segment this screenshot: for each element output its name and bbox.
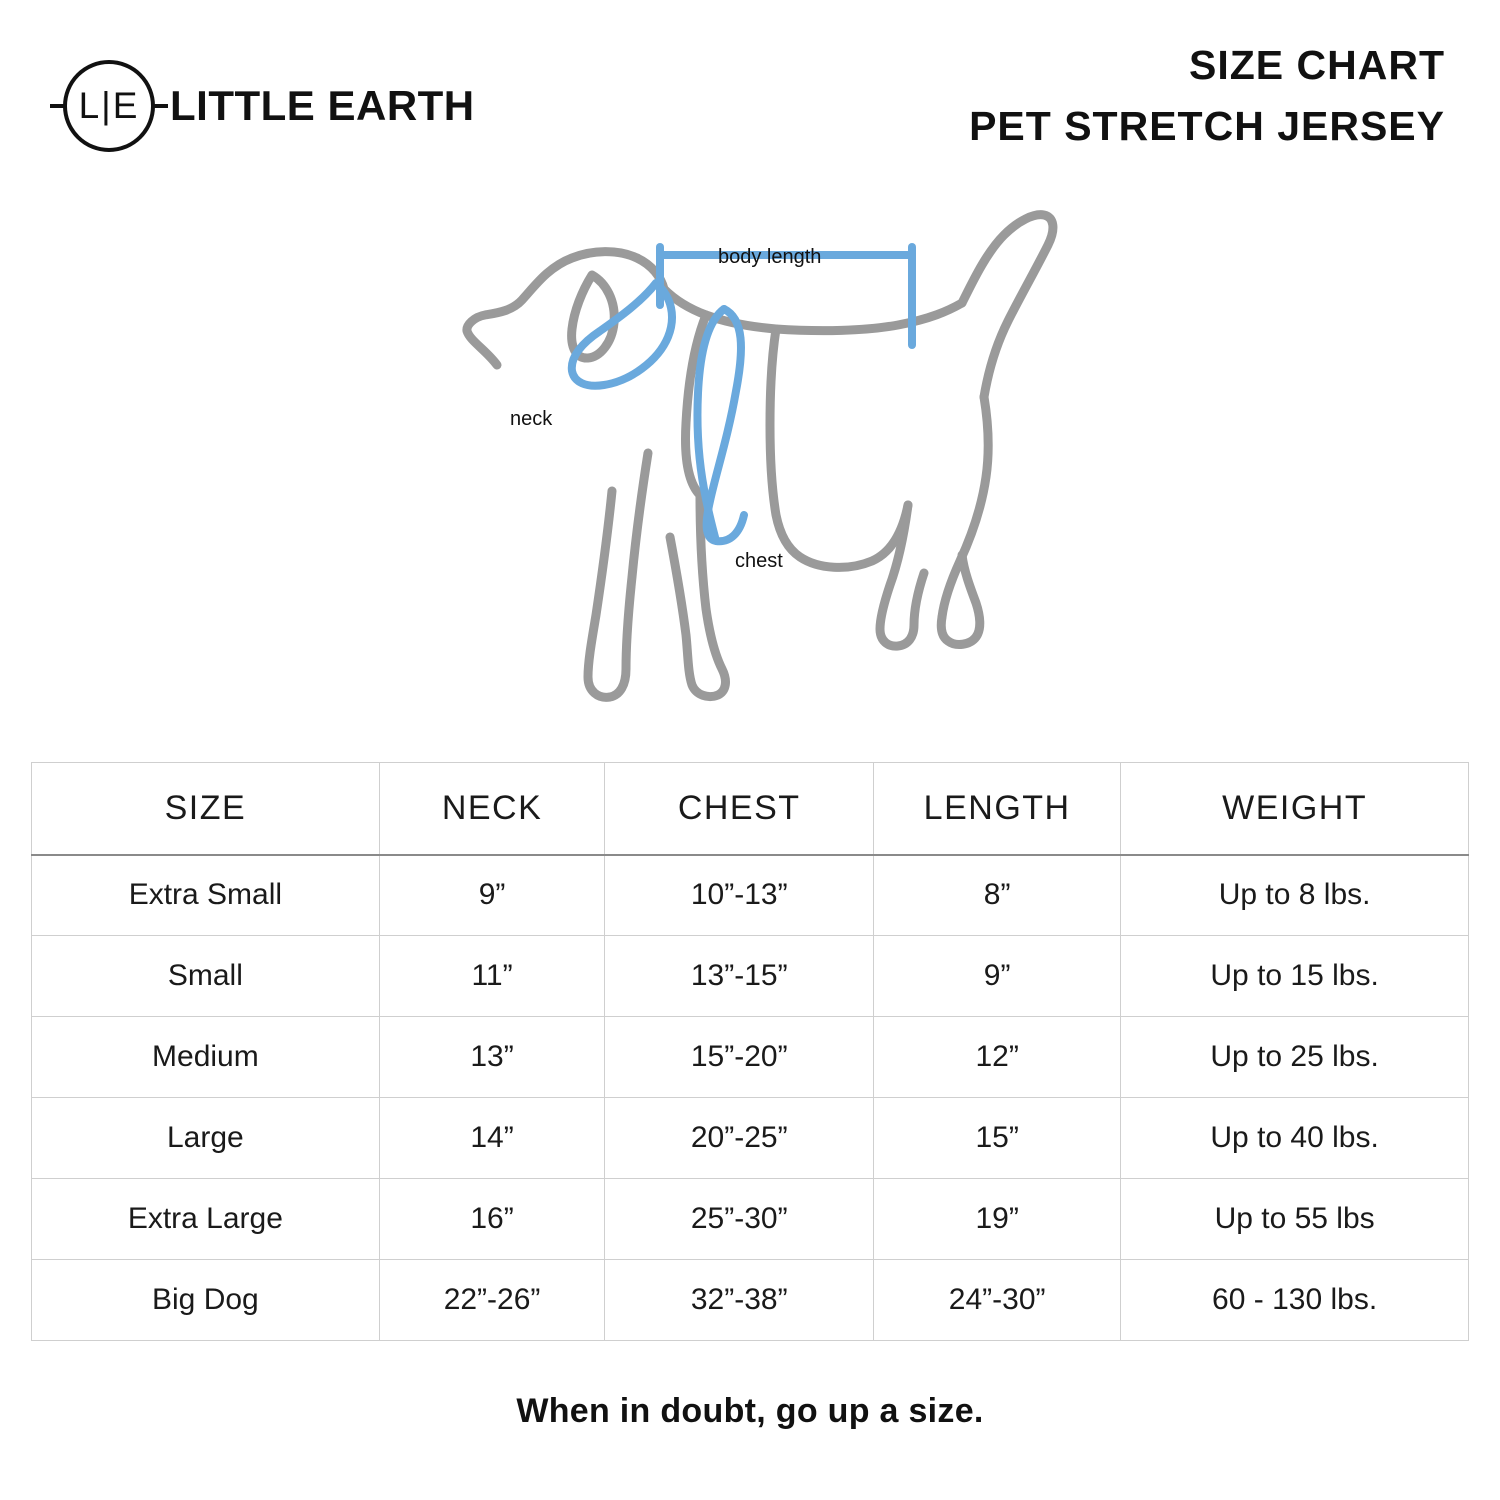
measurement-marks-icon [572, 247, 912, 541]
dog-diagram-svg [0, 205, 1500, 745]
cell-size: Extra Large [32, 1179, 380, 1260]
cell-weight: Up to 40 lbs. [1121, 1098, 1469, 1179]
dog-outline-icon [467, 215, 1053, 698]
cell-weight: 60 - 130 lbs. [1121, 1260, 1469, 1341]
cell-weight: Up to 55 lbs [1121, 1179, 1469, 1260]
cell-weight: Up to 8 lbs. [1121, 855, 1469, 936]
size-table [31, 762, 1469, 1341]
page-header [0, 40, 1500, 170]
page-title: SIZE CHART [1189, 42, 1445, 88]
cell-chest: 13”-15” [605, 936, 874, 1017]
cell-neck: 9” [379, 855, 605, 936]
cell-neck: 13” [379, 1017, 605, 1098]
column-header-length: LENGTH [874, 763, 1121, 855]
logo-monogram: L|E [78, 85, 140, 126]
logo-right-tick-icon [152, 104, 168, 108]
brand-name: LITTLE EARTH [170, 82, 475, 129]
brand-lockup [52, 58, 475, 154]
page-subtitle: PET STRETCH JERSEY [969, 103, 1445, 150]
table-row [32, 855, 1469, 936]
cell-chest: 10”-13” [605, 855, 874, 936]
column-header-weight: WEIGHT [1121, 763, 1469, 855]
column-header-chest: CHEST [605, 763, 874, 855]
cell-size: Large [32, 1098, 380, 1179]
table-row [32, 1179, 1469, 1260]
cell-size: Small [32, 936, 380, 1017]
cell-length: 15” [874, 1098, 1121, 1179]
label-neck: neck [510, 408, 553, 430]
cell-weight: Up to 25 lbs. [1121, 1017, 1469, 1098]
logo-left-tick-icon [50, 104, 66, 108]
label-chest: chest [735, 550, 783, 572]
table-row [32, 936, 1469, 1017]
cell-length: 8” [874, 855, 1121, 936]
cell-neck: 22”-26” [379, 1260, 605, 1341]
dog-measurement-illustration [0, 205, 1500, 745]
cell-size: Big Dog [32, 1260, 380, 1341]
table-row [32, 1017, 1469, 1098]
cell-size: Medium [32, 1017, 380, 1098]
cell-size: Extra Small [32, 855, 380, 936]
footer-note: When in doubt, go up a size. [516, 1392, 984, 1430]
size-table-body [32, 855, 1469, 1341]
cell-length: 19” [874, 1179, 1121, 1260]
cell-chest: 25”-30” [605, 1179, 874, 1260]
cell-chest: 32”-38” [605, 1260, 874, 1341]
table-row [32, 1260, 1469, 1341]
cell-length: 9” [874, 936, 1121, 1017]
little-earth-logo-icon [52, 58, 148, 154]
cell-neck: 11” [379, 936, 605, 1017]
size-table-wrap [31, 762, 1469, 1341]
cell-length: 24”-30” [874, 1260, 1121, 1341]
size-table-head [32, 763, 1469, 855]
cell-length: 12” [874, 1017, 1121, 1098]
table-header-row [32, 763, 1469, 855]
header-titles [969, 40, 1445, 153]
table-row [32, 1098, 1469, 1179]
cell-chest: 15”-20” [605, 1017, 874, 1098]
column-header-neck: NECK [379, 763, 605, 855]
label-body-length: body length [718, 246, 822, 268]
cell-chest: 20”-25” [605, 1098, 874, 1179]
column-header-size: SIZE [32, 763, 380, 855]
cell-weight: Up to 15 lbs. [1121, 936, 1469, 1017]
cell-neck: 16” [379, 1179, 605, 1260]
cell-neck: 14” [379, 1098, 605, 1179]
